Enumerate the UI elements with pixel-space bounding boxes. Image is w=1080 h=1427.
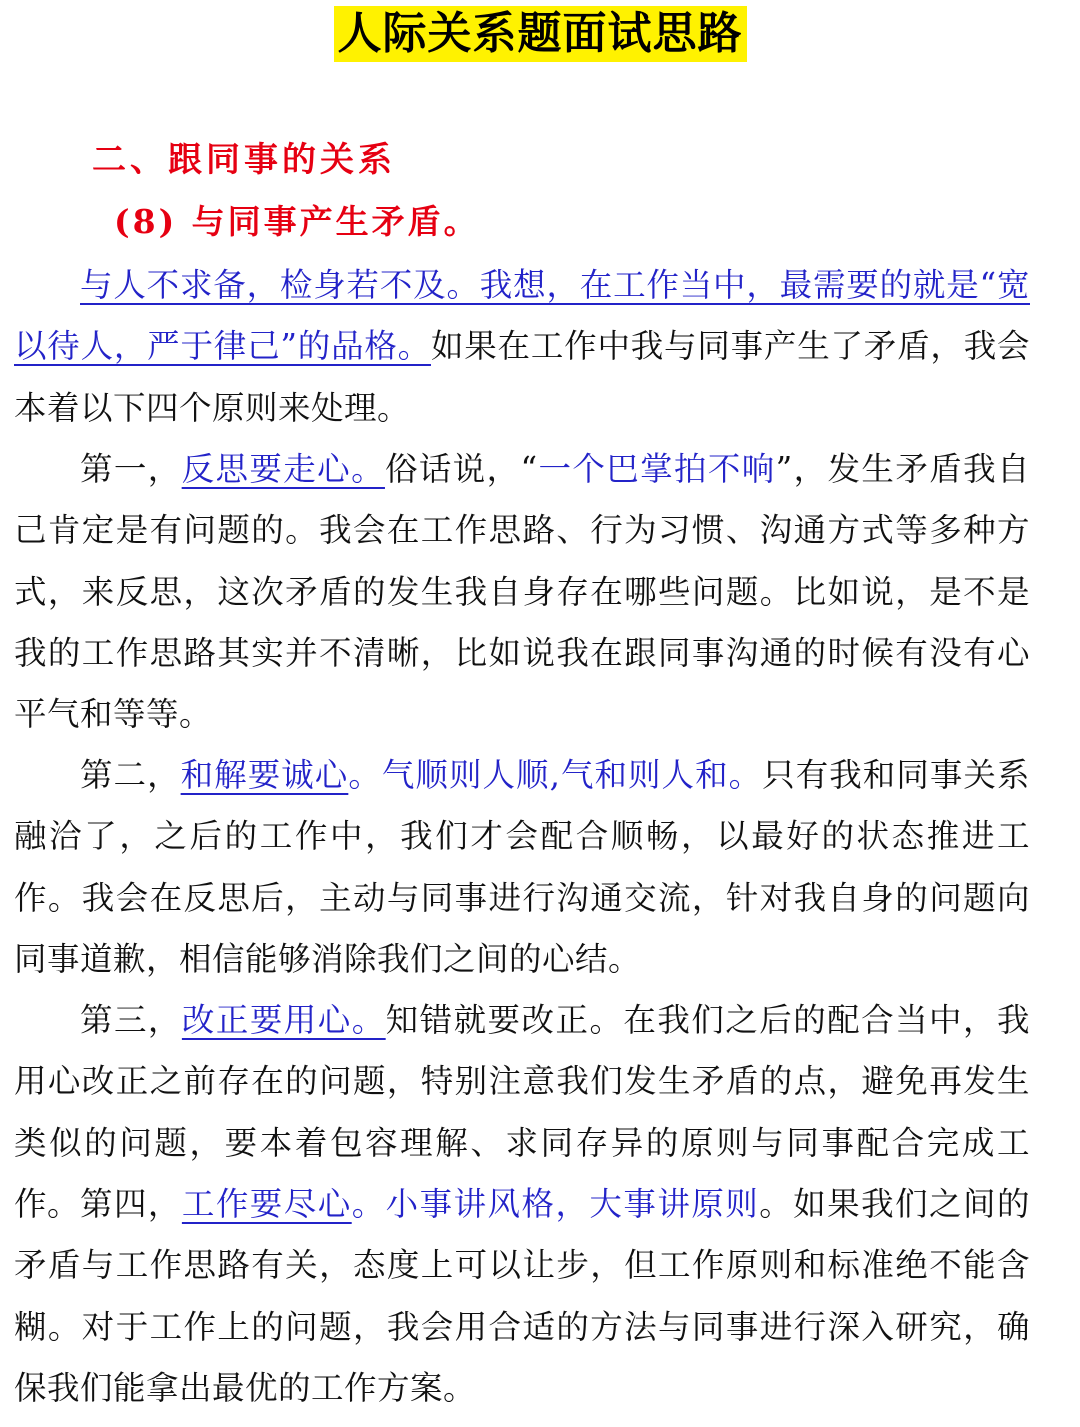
principle-one-text-a: 俗话说，“ [384, 450, 538, 488]
principle-four-sep: 。 [351, 1185, 386, 1223]
principle-four-paragraph [14, 1174, 1030, 1419]
principle-four-quote: 小事讲风格，大事讲原则 [385, 1185, 760, 1223]
principle-one-text-b: ”，发生矛盾我自己肯定是有问题的。我会在工作思路、行为习惯、沟通方式等多种方式，来反思，这次矛盾的发生我自身存在哪些问题。比如说，是不是我的工作思路其实并不清晰，比如说我在跟同事沟通的时候有没有心平气和等等。 [14, 450, 1030, 734]
principle-two-lead: 第二， [80, 756, 181, 794]
subsection-heading: (8) 与同事产生矛盾。 [114, 202, 480, 241]
principle-one-key: 反思要走心。 [181, 450, 385, 488]
principle-two-sep: 。 [348, 756, 382, 794]
principle-four-lead: 第四， [80, 1185, 182, 1223]
section-heading: 二、跟同事的关系 [92, 140, 396, 180]
principle-one-quote: 一个巴掌拍不响 [537, 450, 776, 488]
principle-four-text: 。如果我们之间的矛盾与工作思路有关，态度上可以让步，但工作原则和标准绝不能含糊。对于工作上的问题，我会用合适的方法与同事进行深入研究，确保我们能拿出最优的工作方案。 [14, 1185, 1030, 1407]
intro-paragraph [14, 255, 1030, 439]
principle-two-paragraph [14, 745, 1030, 990]
principle-one-lead: 第一， [80, 450, 182, 488]
title-container [0, 6, 1080, 62]
principle-two-quote: 气顺则人顺,气和则人和。 [381, 756, 763, 794]
principle-three-text: 知错就要改正。在我们之后的配合当中，我用心改正之前存在的问题，特别注意我们发生矛盾的点，避免再发生类似的问题，要本着包容理解、求同存异的原则与同事配合完成工作。 [14, 1001, 1030, 1223]
principle-two-text: 只有我和同事关系融洽了，之后的工作中，我们才会配合顺畅，以最好的状态推进工作。我会在反思后，主动与同事进行沟通交流，针对我自身的问题向同事道歉，相信能够消除我们之间的心结。 [14, 756, 1030, 978]
principle-two-key: 和解要诚心 [180, 756, 349, 794]
intro-text: 如果在工作中我与同事产生了矛盾，我会本着以下四个原则来处理。 [14, 327, 1030, 427]
intro-quote: 与人不求备，检身若不及。我想，在工作当中，最需要的就是“宽以待人，严于律己”的品格。 [14, 266, 1030, 366]
principle-four-key: 工作要尽心 [181, 1185, 352, 1223]
principle-three-lead: 第三， [80, 1001, 182, 1039]
principle-one-paragraph [14, 439, 1030, 745]
principle-three-key: 改正要用心。 [181, 1001, 386, 1039]
document-title: 人际关系题面试思路 [334, 6, 747, 62]
